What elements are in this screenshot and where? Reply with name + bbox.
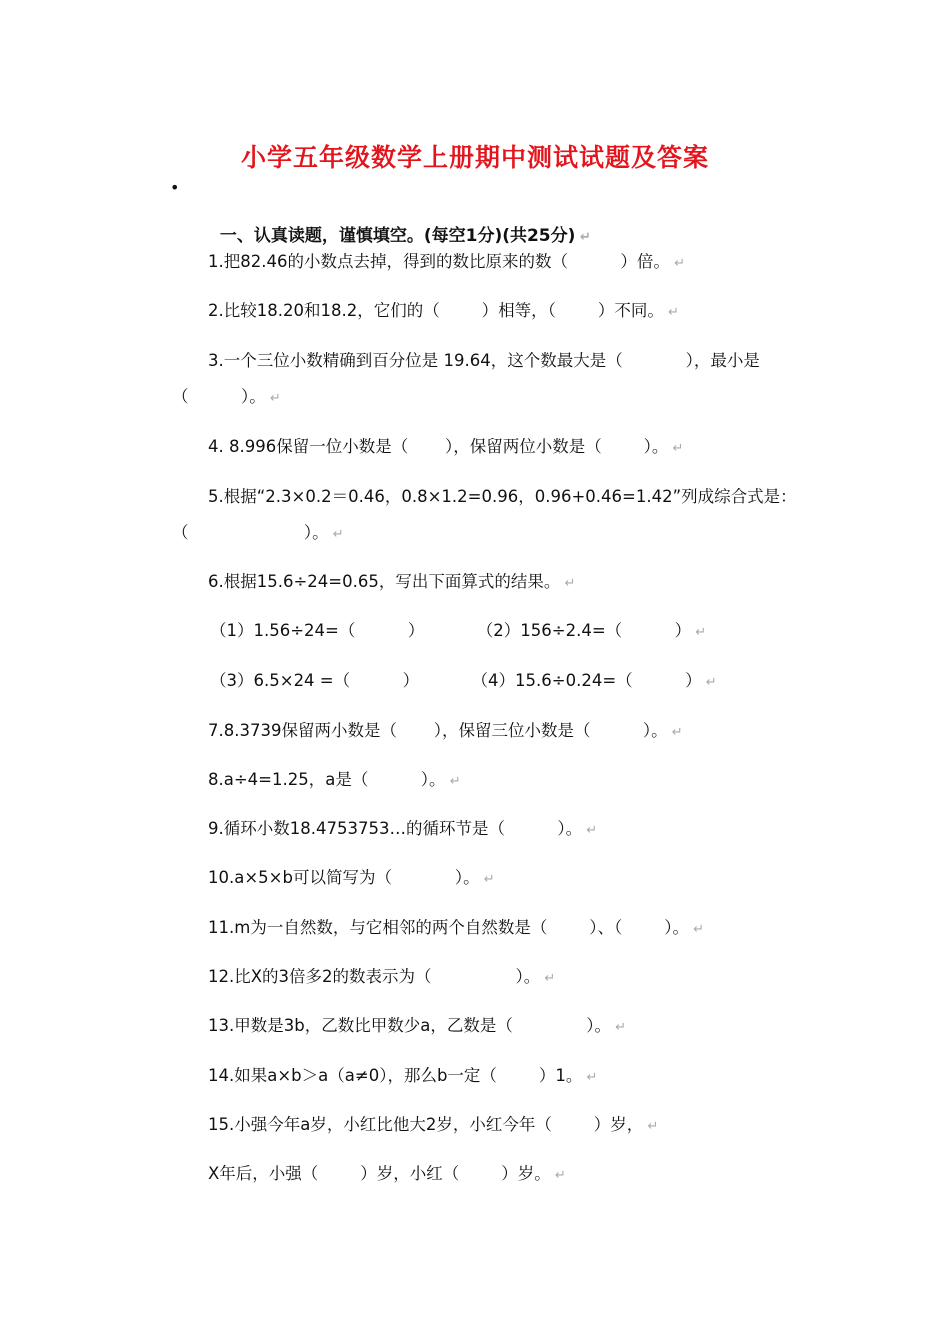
question-line (208, 570, 575, 596)
question-line (208, 817, 597, 843)
paragraph-mark: ↵ (668, 441, 684, 456)
question-line (208, 1014, 626, 1040)
question-text: （1）1.56÷24=（ ） （2）156÷2.4=（ ） (210, 621, 692, 640)
section-heading-text: 一、认真读题，谨慎填空。(每空1分)(共25分) (219, 226, 576, 246)
question-line (208, 866, 495, 892)
section-heading (208, 200, 591, 250)
question-text: 14.如果a×b＞a（a≠0），那么b一定（ ）1。 (208, 1066, 583, 1085)
question-text: 11.m为一自然数，与它相邻的两个自然数是（ ）、（ ）。 (208, 918, 689, 937)
paragraph-mark: ↵ (479, 872, 495, 887)
paragraph-mark: ↵ (540, 971, 556, 986)
question-line (208, 299, 679, 325)
question-text: 12.比X的3倍多2的数表示为（ ）。 (208, 967, 541, 986)
question-line (172, 521, 344, 547)
question-line (208, 250, 685, 276)
question-line (208, 435, 683, 461)
question-text: 15.小强今年a岁，小红比他大2岁，小红今年（ ）岁， (208, 1115, 644, 1134)
question-text: （ ）。 (172, 523, 329, 542)
question-text: 6.根据15.6÷24=0.65，写出下面算式的结果。 (208, 572, 561, 591)
bullet-mark: • (170, 178, 180, 197)
question-line (210, 619, 706, 645)
question-text: 7.8.3739保留两小数是（ ），保留三位小数是（ ）。 (208, 721, 668, 740)
paragraph-mark: ↵ (643, 1119, 659, 1134)
question-line (172, 385, 281, 411)
question-line (208, 1162, 566, 1188)
paragraph-mark: ↵ (550, 1168, 566, 1183)
paragraph-mark: ↵ (575, 230, 591, 245)
question-text: （3）6.5×24 =（ ） （4）15.6÷0.24=（ ） (210, 671, 702, 690)
question-text: 2.比较18.20和18.2，它们的（ ）相等，（ ）不同。 (208, 301, 664, 320)
paragraph-mark: ↵ (667, 725, 683, 740)
question-line (210, 669, 717, 695)
paragraph-mark: ↵ (611, 1020, 627, 1035)
question-text: 3.一个三位小数精确到百分位是 19.64，这个数最大是（ ），最小是 (208, 351, 760, 370)
question-text: 9.循环小数18.4753753…的循环节是（ ）。 (208, 819, 583, 838)
paragraph-mark: ↵ (691, 625, 707, 640)
paragraph-mark: ↵ (265, 391, 281, 406)
question-text: X年后，小强（ ）岁，小红（ ）岁。 (208, 1164, 551, 1183)
paragraph-mark: ↵ (688, 922, 705, 937)
paragraph-mark: ↵ (663, 305, 679, 320)
document-title: 小学五年级数学上册期中测试试题及答案 (240, 143, 709, 172)
question-line (208, 768, 461, 794)
question-text: 10.a×5×b可以简写为（ ）。 (208, 868, 480, 887)
question-line (208, 349, 760, 375)
question-line (208, 965, 555, 991)
question-line (208, 916, 704, 942)
question-line (208, 1113, 658, 1139)
question-text: 4. 8.996保留一位小数是（ ），保留两位小数是（ ）。 (208, 437, 669, 456)
question-line (208, 1064, 597, 1090)
question-line (208, 719, 683, 745)
question-text: 5.根据“2.3×0.2＝0.46，0.8×1.2=0.96，0.96+0.46=1.42”列成综合式是： (208, 487, 797, 506)
paragraph-mark: ↵ (328, 527, 344, 542)
question-text: （ ）。 (172, 387, 266, 406)
question-text: 8.a÷4=1.25，a是（ ）。 (208, 770, 446, 789)
paragraph-mark: ↵ (582, 1070, 598, 1085)
paragraph-mark: ↵ (582, 823, 598, 838)
question-text: 1.把82.46的小数点去掉，得到的数比原来的数（ ）倍。 (208, 252, 670, 271)
paragraph-mark: ↵ (701, 675, 717, 690)
paragraph-mark: ↵ (445, 774, 461, 789)
paragraph-mark: ↵ (669, 256, 685, 271)
question-text: 13.甲数是3b，乙数比甲数少a，乙数是（ ）。 (208, 1016, 612, 1035)
paragraph-mark: ↵ (560, 576, 576, 591)
question-line (208, 485, 797, 511)
